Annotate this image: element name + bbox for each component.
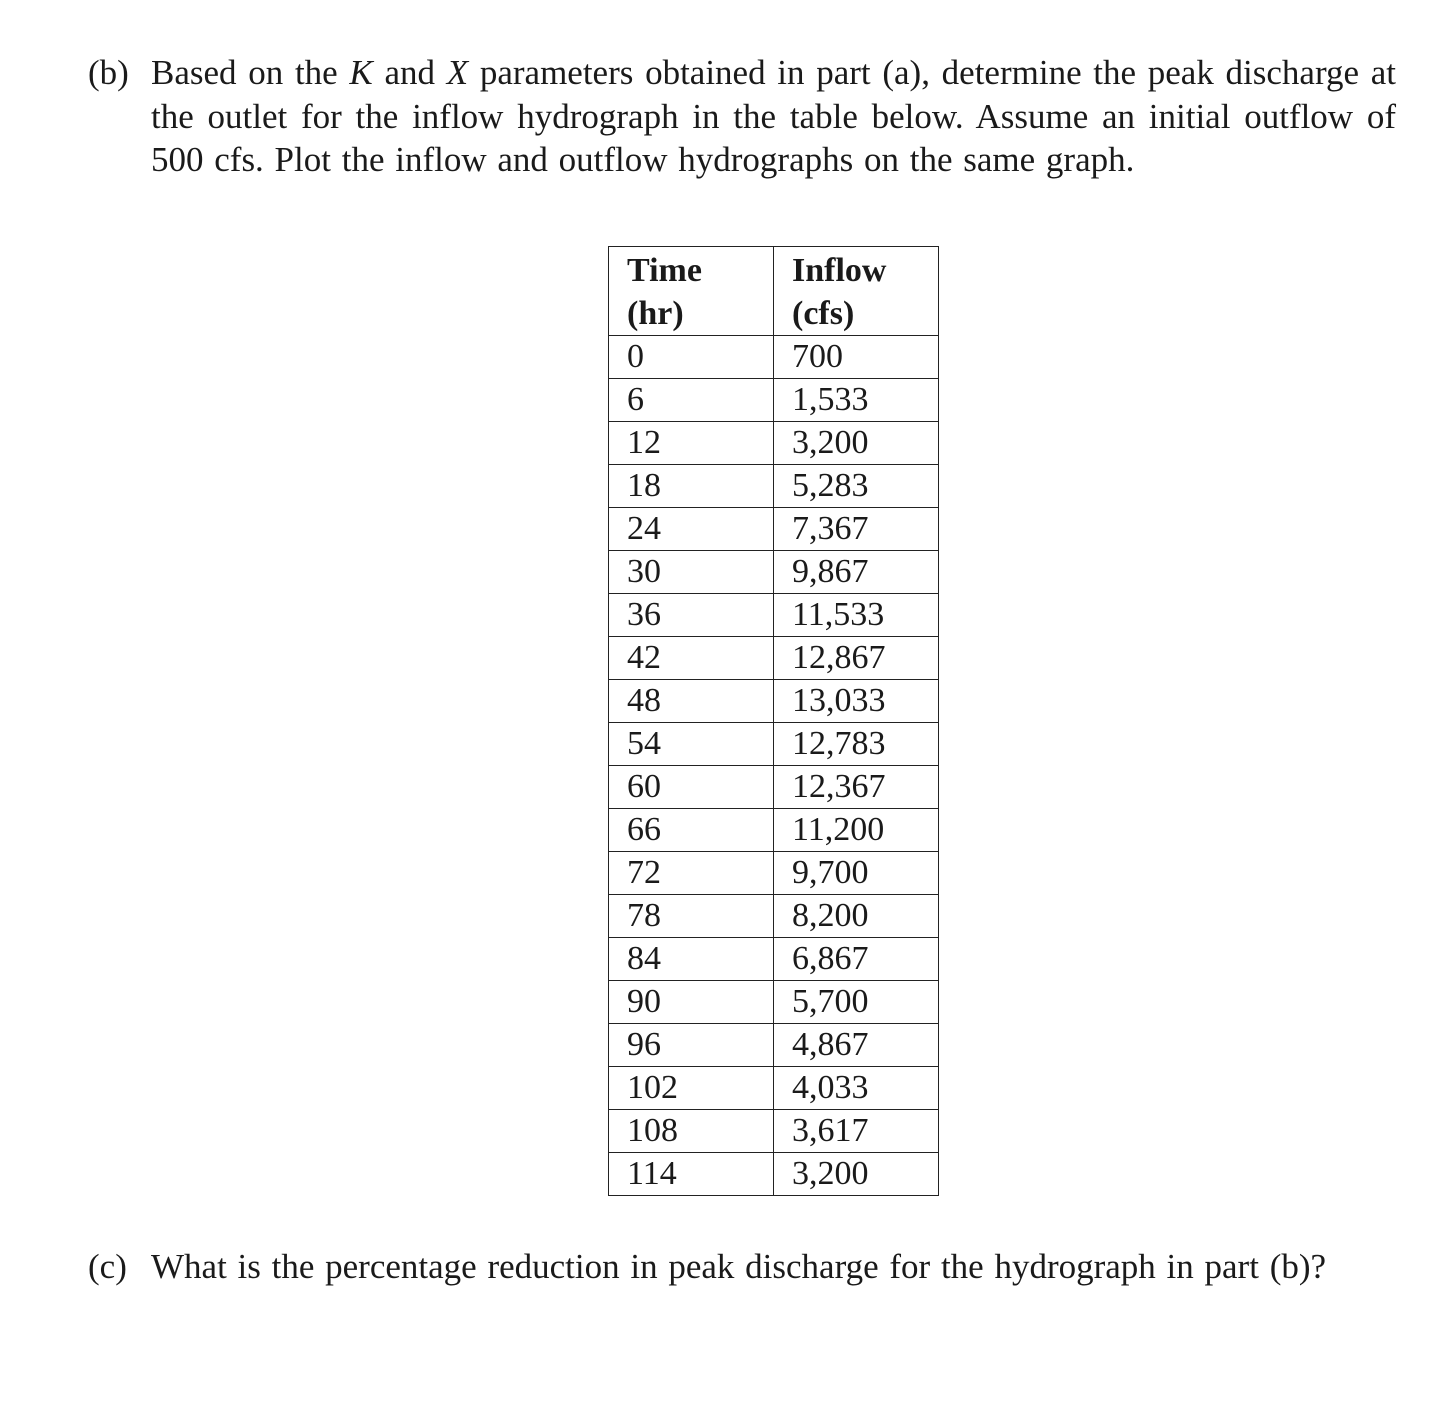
table-row (609, 637, 939, 680)
time-cell: 108 (609, 1110, 774, 1153)
time-cell: 42 (609, 637, 774, 680)
time-cell: 102 (609, 1067, 774, 1110)
time-cell: 18 (609, 465, 774, 508)
problem-part-b (88, 51, 1396, 182)
inflow-cell: 12,867 (774, 637, 939, 680)
header-time-line-1: Time (627, 252, 702, 289)
time-cell: 54 (609, 723, 774, 766)
inflow-cell: 11,533 (774, 594, 939, 637)
table-row (609, 809, 939, 852)
variable-k: K (349, 53, 373, 92)
inflow-hydrograph-table (608, 246, 939, 1196)
header-inflow (774, 247, 939, 336)
inflow-cell: 9,700 (774, 852, 939, 895)
time-cell: 90 (609, 981, 774, 1024)
part-b-label: (b) (88, 53, 129, 92)
table-row (609, 336, 939, 379)
table-row (609, 1024, 939, 1067)
table-header-row (609, 247, 939, 336)
table-row (609, 508, 939, 551)
part-b-text (151, 51, 1396, 182)
table-row (609, 723, 939, 766)
inflow-cell: 6,867 (774, 938, 939, 981)
table-row (609, 1153, 939, 1196)
time-cell: 36 (609, 594, 774, 637)
table-row (609, 1110, 939, 1153)
time-cell: 72 (609, 852, 774, 895)
time-cell: 30 (609, 551, 774, 594)
table-row (609, 551, 939, 594)
inflow-cell: 11,200 (774, 809, 939, 852)
table-row (609, 680, 939, 723)
header-time-line-2: (hr) (627, 295, 684, 332)
table-body (609, 336, 939, 1196)
inflow-cell: 5,283 (774, 465, 939, 508)
variable-x: X (446, 53, 469, 92)
inflow-cell: 9,867 (774, 551, 939, 594)
time-cell: 48 (609, 680, 774, 723)
part-b-text-1: Based on the (151, 53, 350, 92)
inflow-cell: 5,700 (774, 981, 939, 1024)
table-row (609, 852, 939, 895)
table-row (609, 766, 939, 809)
inflow-cell: 12,783 (774, 723, 939, 766)
inflow-cell: 12,367 (774, 766, 939, 809)
problem-part-c (88, 1245, 1396, 1289)
time-cell: 96 (609, 1024, 774, 1067)
inflow-cell: 3,617 (774, 1110, 939, 1153)
header-inflow-line-1: Inflow (792, 252, 887, 289)
part-b-text-3: parameters obtained in part (a), determine the peak discharge at the outlet for the inflow hydrograph in the table below. Assume an initial outflow of 500 cfs. Plot the inflow and outflow hydrographs on the same graph. (151, 53, 1396, 179)
inflow-cell: 3,200 (774, 422, 939, 465)
inflow-cell: 700 (774, 336, 939, 379)
header-time (609, 247, 774, 336)
table-row (609, 422, 939, 465)
table-row (609, 938, 939, 981)
inflow-cell: 4,867 (774, 1024, 939, 1067)
inflow-cell: 4,033 (774, 1067, 939, 1110)
time-cell: 24 (609, 508, 774, 551)
time-cell: 78 (609, 895, 774, 938)
table-row (609, 895, 939, 938)
time-cell: 66 (609, 809, 774, 852)
part-c-label: (c) (88, 1247, 127, 1286)
table-row (609, 379, 939, 422)
part-b-text-2: and (372, 53, 447, 92)
inflow-cell: 3,200 (774, 1153, 939, 1196)
table-row (609, 465, 939, 508)
inflow-cell: 1,533 (774, 379, 939, 422)
table-row (609, 1067, 939, 1110)
table-row (609, 594, 939, 637)
header-inflow-line-2: (cfs) (792, 295, 855, 332)
table-row (609, 981, 939, 1024)
time-cell: 84 (609, 938, 774, 981)
time-cell: 6 (609, 379, 774, 422)
inflow-cell: 13,033 (774, 680, 939, 723)
time-cell: 0 (609, 336, 774, 379)
time-cell: 114 (609, 1153, 774, 1196)
time-cell: 12 (609, 422, 774, 465)
time-cell: 60 (609, 766, 774, 809)
inflow-cell: 8,200 (774, 895, 939, 938)
part-c-text: What is the percentage reduction in peak discharge for the hydrograph in part (b)? (151, 1247, 1327, 1286)
inflow-cell: 7,367 (774, 508, 939, 551)
